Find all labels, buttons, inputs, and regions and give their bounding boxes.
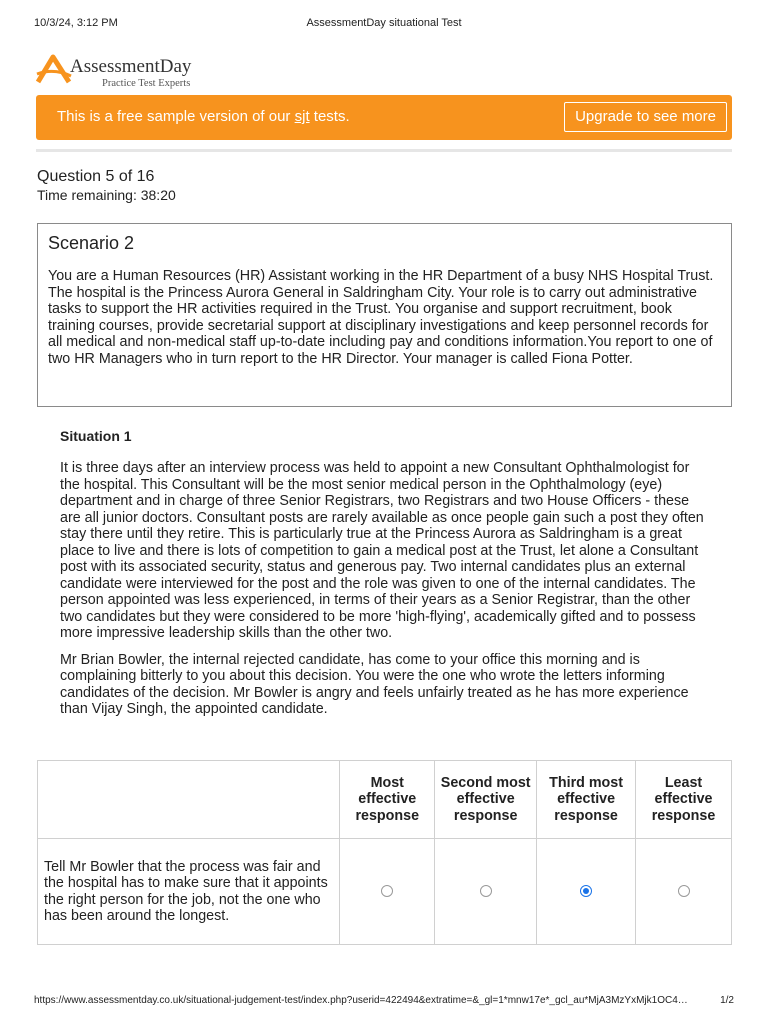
logo-name: AssessmentDay [70,56,192,77]
situation-title: Situation 1 [60,428,132,444]
logo-mark-icon [36,54,72,84]
banner-message: This is a free sample version of our sjt tests. [57,108,350,125]
radio-third-most-effective[interactable] [580,885,592,897]
situation-paragraph: Mr Brian Bowler, the internal rejected candidate, has come to your office this morning and is complaining bitterly to you about this decision. You were the one who wrote the letters informing candidates of the decision. Mr Bowler is angry and feels unfairly treated as he has more experience than Vijay Singh, the appointed candidate. [60,651,689,717]
header-third-most-effective: Third most effective response [537,761,636,839]
print-page-number: 1/2 [720,995,734,1006]
header-second-most-effective: Second most effective response [435,761,537,839]
scenario-box [37,223,732,407]
print-url: https://www.assessmentday.co.uk/situational-judgement-test/index.php?userid=422494&extratime=&_gl=1*mnw17e*_gcl_au*MjA3MzYxMjk1OC4… [34,995,688,1006]
sjt-link[interactable]: sjt [294,108,310,125]
scenario-text: You are a Human Resources (HR) Assistant working in the HR Department of a busy NHS Hospital Trust. The hospital is the Princess Aurora General in Saldringham City. Your role is to carry out administrative tasks to support the HR activities required in the Trust. You organise and support recruitment, book training courses, provide secretarial support at disciplinary investigations and keep personnel records for all medical and non-medical staff up-to-date including pay and conditions information.You report to one of two HR Managers who in turn report to the HR Director. Your manager is called Fiona Potter. [48,268,714,367]
print-header [34,17,734,31]
header-least-effective: Least effective response [636,761,732,839]
logo-tagline: Practice Test Experts [102,78,191,89]
upgrade-button[interactable]: Upgrade to see more [564,102,727,132]
header-most-effective: Most effective response [340,761,435,839]
response-table-header [38,761,732,839]
time-remaining: Time remaining: 38:20 [37,187,176,203]
response-table [37,760,732,945]
sample-version-banner [36,95,732,140]
banner-divider [36,149,732,152]
assessmentday-logo[interactable] [36,52,236,92]
print-datetime: 10/3/24, 3:12 PM [34,17,118,29]
scenario-title: Scenario 2 [48,233,135,253]
radio-least-effective[interactable] [678,885,690,897]
print-footer [34,995,734,1007]
header-blank [38,761,340,839]
situation-section [60,428,710,728]
radio-most-effective[interactable] [381,885,393,897]
table-row [38,839,732,945]
question-number: Question 5 of 16 [37,168,155,185]
situation-paragraph: It is three days after an interview process was held to appoint a new Consultant Ophthalmologist for the hospital. This Consultant will be the most senior medical person in the Ophthalmology (eye) department and in charge of three Senior Registrars, two Registrars and two House Officers - these are all junior doctors. Consultant posts are rarely available as once people gain such a post they often stay there until they retire. This is particularly true at the Princess Aurora as Saldringham is a great place to live and there is lots of competition to gain a medical post at the Trust, let alone a Consultant post with its associated security, status and generous pay. Two internal candidates plus an external candidate were interviewed for the post and the role was given to one of the internal candidates. The person appointed was less experienced, in terms of their years as a Senior Registrar, than the other two candidates but they were considered to be more 'high-flying', academically gifted and to possess more impressive leadership skills than the other two. [60,460,704,641]
radio-second-most-effective[interactable] [480,885,492,897]
response-option-text: Tell Mr Bowler that the process was fair and the hospital has to make sure that it appoints the right person for the job, not the one who has been around the longest. [38,839,340,945]
print-title: AssessmentDay situational Test [306,17,462,29]
